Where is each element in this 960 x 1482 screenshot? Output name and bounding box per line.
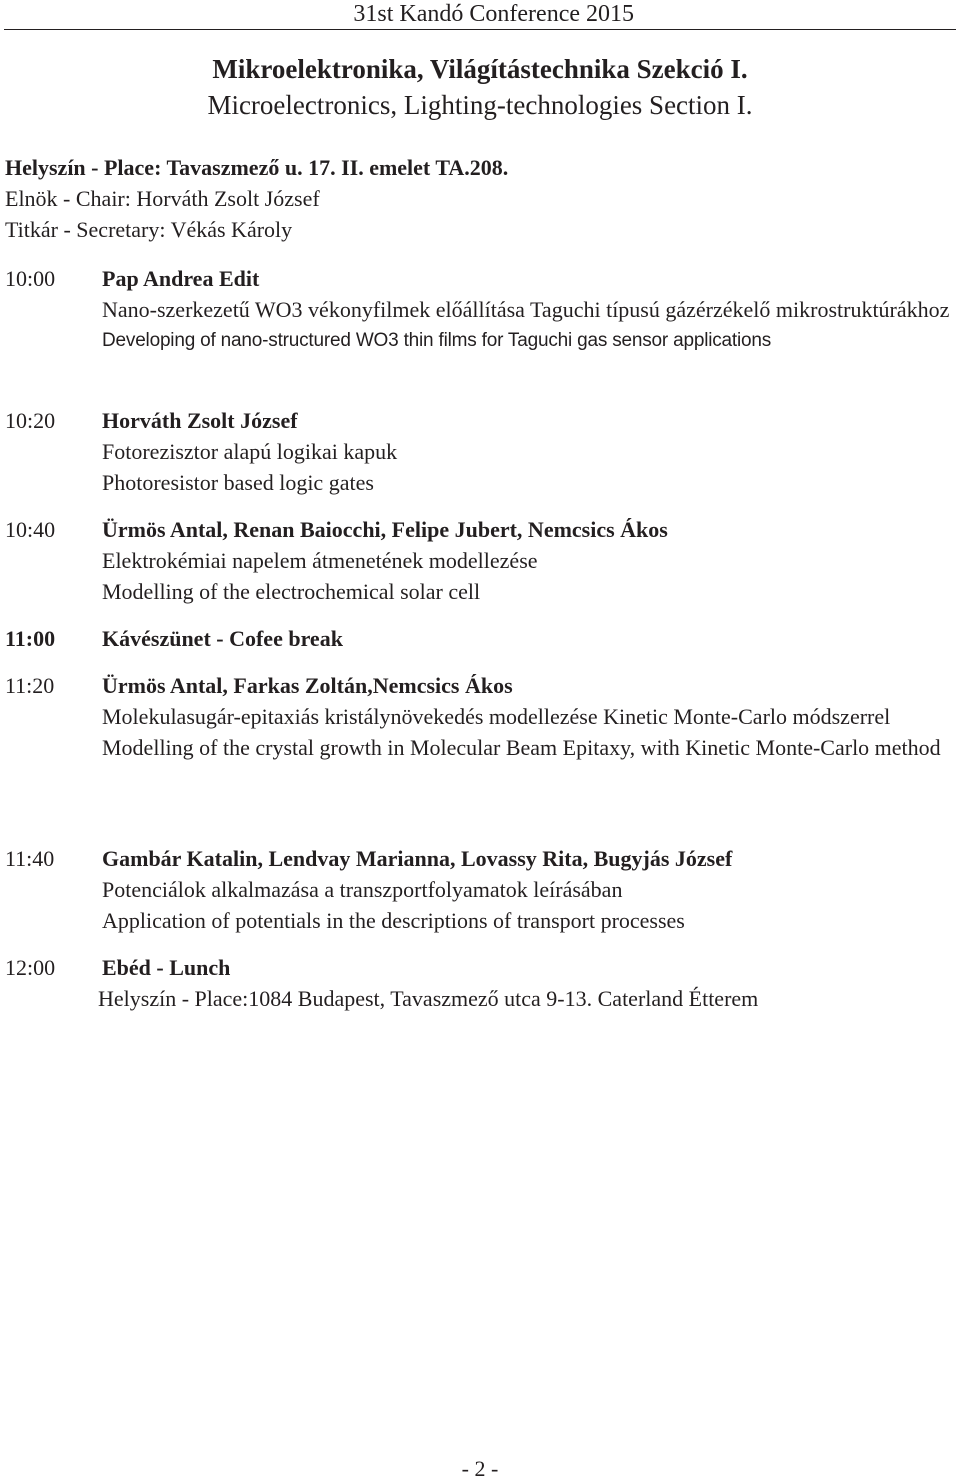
session-secretary: Titkár - Secretary: Vékás Károly <box>5 217 293 242</box>
section-title-english: Microelectronics, Lighting-technologies Section I. <box>207 90 753 120</box>
slot-time: 10:00 <box>5 266 56 291</box>
slot-time: 11:20 <box>5 673 55 698</box>
page-number: - 2 - <box>461 1456 499 1481</box>
slot-authors: Ürmös Antal, Farkas Zoltán,Nemcsics Ákos <box>102 673 513 698</box>
slot-authors: Pap Andrea Edit <box>102 266 260 291</box>
slot-title-english: Application of potentials in the descriptions of transport processes <box>102 908 685 933</box>
conference-header: 31st Kandó Conference 2015 <box>353 1 634 27</box>
slot-label: Kávészünet - Cofee break <box>102 626 343 651</box>
slot-authors: Ürmös Antal, Renan Baiocchi, Felipe Jubert, Nemcsics Ákos <box>102 517 668 542</box>
header-divider <box>4 29 956 30</box>
slot-title-hungarian: Nano-szerkezetű WO3 vékonyfilmek előállítása Taguchi típusú gázérzékelő mikrostruktúrákhoz <box>102 297 950 322</box>
slot-label: Ebéd - Lunch <box>102 955 231 980</box>
slot-title-english: Photoresistor based logic gates <box>102 470 374 495</box>
slot-time: 10:20 <box>5 408 56 433</box>
slot-authors: Horváth Zsolt József <box>102 408 298 433</box>
session-chair: Elnök - Chair: Horváth Zsolt József <box>5 186 320 211</box>
slot-authors: Gambár Katalin, Lendvay Marianna, Lovassy Rita, Bugyjás József <box>102 846 733 871</box>
slot-title-hungarian: Potenciálok alkalmazása a transzportfolyamatok leírásában <box>102 877 623 902</box>
slot-title-hungarian: Elektrokémiai napelem átmenetének modellezése <box>102 548 538 573</box>
slot-time: 11:40 <box>5 846 55 871</box>
slot-title-english: Modelling of the electrochemical solar cell <box>102 579 481 604</box>
slot-time: 12:00 <box>5 955 56 980</box>
slot-title-hungarian: Fotorezisztor alapú logikai kapuk <box>102 439 398 464</box>
slot-time: 10:40 <box>5 517 56 542</box>
slot-time: 11:00 <box>5 626 56 651</box>
slot-title-english: Modelling of the crystal growth in Molecular Beam Epitaxy, with Kinetic Monte-Carlo method <box>102 735 941 760</box>
section-title-hungarian: Mikroelektronika, Világítástechnika Szekció I. <box>212 54 748 84</box>
session-place: Helyszín - Place: Tavaszmező u. 17. II. emelet TA.208. <box>5 155 509 180</box>
slot-title-english: Developing of nano-structured WO3 thin films for Taguchi gas sensor applications <box>102 330 772 351</box>
slot-title-hungarian: Molekulasugár-epitaxiás kristálynövekedés modellezése Kinetic Monte-Carlo módszerrel <box>102 704 891 729</box>
lunch-place: Helyszín - Place:1084 Budapest, Tavaszmező utca 9-13. Caterland Étterem <box>98 986 759 1011</box>
